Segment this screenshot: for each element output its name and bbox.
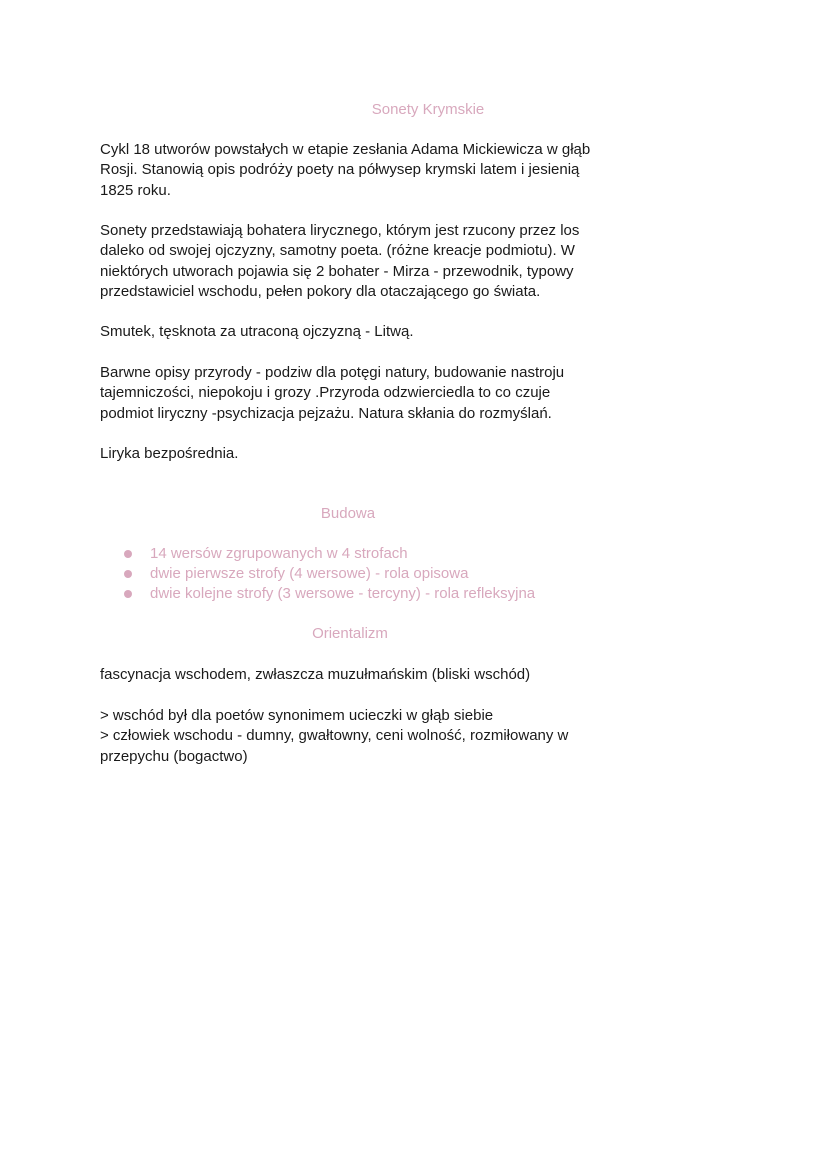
nature-paragraph — [100, 363, 620, 424]
list-item — [124, 584, 535, 604]
sadness-paragraph — [100, 322, 620, 342]
intro-line: Cykl 18 utworów powstałych w etapie zesłania Adama Mickiewicza w głąb — [100, 141, 591, 158]
hero-line: daleko od swojej ojczyzny, samotny poeta. (różne kreacje podmiotu). W — [100, 242, 575, 260]
fascination-line: fascynacja wschodem, zwłaszcza muzułmańskim (bliski wschód) — [100, 666, 531, 683]
hero-line: przedstawiciel wschodu, pełen pokory dla otaczającego go świata. — [100, 283, 541, 301]
hero-line: niektórych utworach pojawia się 2 bohater - Mirza - przewodnik, typowy — [100, 262, 574, 280]
orientalizm-heading: Orientalizm — [312, 625, 388, 642]
fascination-paragraph — [100, 665, 620, 685]
note-line: przepychu (bogactwo) — [100, 747, 248, 765]
nature-line: Barwne opisy przyrody - podziw dla potęgi natury, budowanie nastroju — [100, 364, 565, 381]
list-item — [124, 544, 535, 564]
bullet-icon — [124, 570, 132, 578]
budowa-list — [124, 544, 535, 605]
note-line: > wschód był dla poetów synonimem ucieczki w głąb siebie — [100, 707, 494, 724]
nature-line: podmiot liryczny -psychizacja pejzażu. Natura skłania do rozmyślań. — [100, 404, 552, 422]
intro-paragraph — [100, 140, 620, 201]
list-item-text: dwie pierwsze strofy (4 wersowe) - rola opisowa — [150, 565, 469, 583]
hero-line: Sonety przedstawiają bohatera lirycznego, którym jest rzucony przez los — [100, 222, 580, 239]
list-item — [124, 564, 535, 584]
document-title: Sonety Krymskie — [371, 101, 485, 118]
note-line: > człowiek wschodu - dumny, gwałtowny, ceni wolność, rozmiłowany w — [100, 727, 569, 745]
lyric-line: Liryka bezpośrednia. — [100, 445, 239, 462]
bullet-icon — [124, 550, 132, 558]
bullet-icon — [124, 590, 132, 598]
sadness-line: Smutek, tęsknota za utraconą ojczyzną - Litwą. — [100, 323, 414, 340]
budowa-heading: Budowa — [320, 505, 376, 522]
hero-paragraph — [100, 221, 620, 303]
list-item-text: 14 wersów zgrupowanych w 4 strofach — [150, 545, 408, 562]
list-item-text: dwie kolejne strofy (3 wersowe - tercyny) - rola refleksyjna — [150, 585, 536, 603]
nature-line: tajemniczości, niepokoju i grozy .Przyroda odzwierciedla to co czuje — [100, 384, 551, 402]
intro-line: 1825 roku. — [100, 181, 171, 199]
notes-paragraph — [100, 706, 620, 767]
intro-line: Rosji. Stanowią opis podróży poety na półwysep krymski latem i jesienią — [100, 161, 580, 179]
lyric-paragraph — [100, 444, 620, 464]
